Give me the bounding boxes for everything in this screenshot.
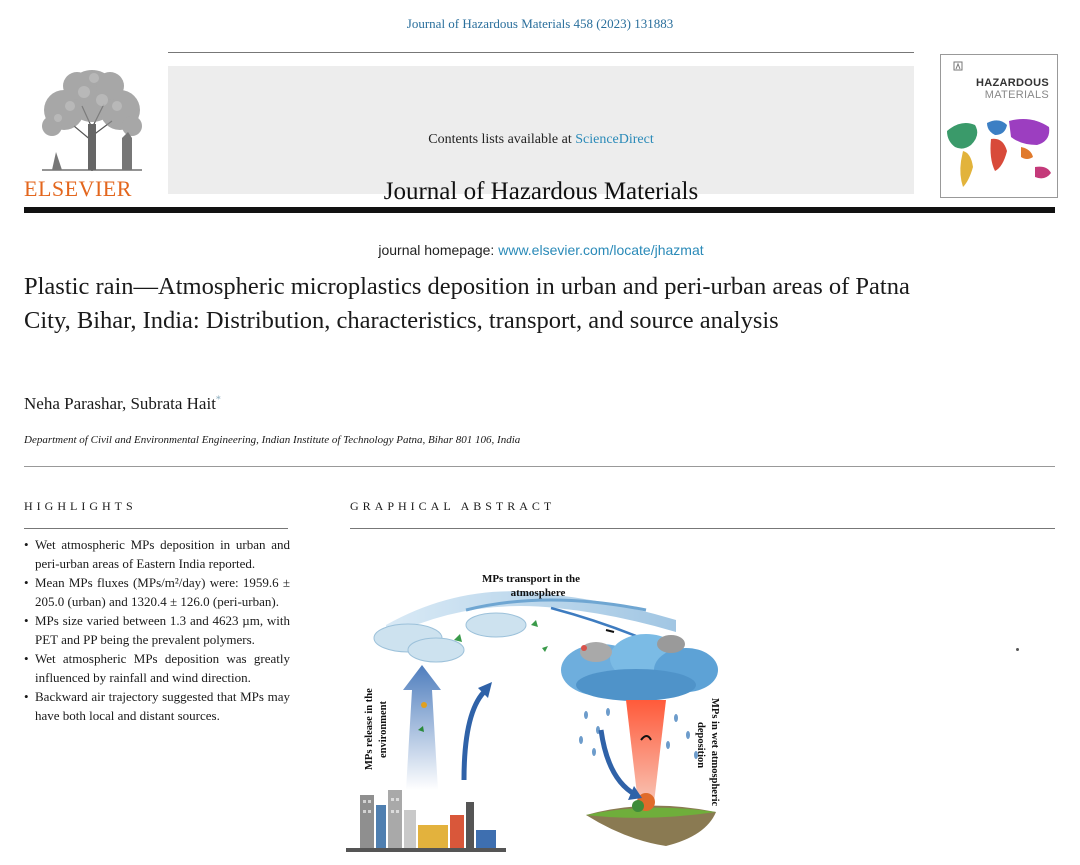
elsevier-mini-icon: [953, 61, 963, 71]
sciencedirect-link[interactable]: ScienceDirect: [575, 132, 654, 147]
author-name[interactable]: Neha Parashar: [24, 394, 122, 413]
section-rule: [24, 466, 1055, 467]
highlights-list: [24, 536, 290, 726]
affiliation: Department of Civil and Environmental Engineering, Indian Institute of Technology Patna, Bihar 801 106, India: [24, 434, 521, 446]
journal-banner: [168, 66, 914, 258]
highlight-item: • Wet atmospheric MPs deposition in urban and peri-urban areas of Eastern India reported.: [24, 536, 290, 573]
homepage-prefix: journal homepage:: [378, 242, 499, 258]
highlights-heading: HIGHLIGHTS: [24, 499, 137, 513]
journal-cover: [940, 54, 1058, 198]
journal-citation: Journal of Hazardous Materials 458 (2023) 131883: [406, 16, 674, 31]
world-map-icon: [941, 111, 1057, 195]
rain-cloud: [561, 634, 718, 701]
highlights-rule: [24, 528, 288, 529]
graphical-abstract-illustration: [346, 540, 746, 860]
elsevier-tree-icon: [22, 66, 162, 176]
graphical-abstract-figure: [346, 540, 746, 860]
cover-title-line2: MATERIALS: [984, 89, 1049, 101]
homepage-link[interactable]: www.elsevier.com/locate/jhazmat: [498, 242, 704, 258]
author-name[interactable]: Subrata Hait: [130, 394, 216, 413]
author-list: [24, 394, 221, 414]
city-buildings: [346, 790, 506, 852]
contents-line: [168, 132, 914, 148]
corresponding-author-mark[interactable]: *: [215, 394, 221, 406]
graphical-abstract-rule: [350, 528, 1055, 529]
header-rule: [168, 52, 914, 53]
transport-arrow-up: [464, 690, 486, 780]
homepage-line: [168, 242, 914, 258]
highlight-item: • Wet atmospheric MPs deposition was greatly influenced by rainfall and wind direction.: [24, 650, 290, 687]
deposition-label: MPs in wet atmospheric: [709, 698, 720, 807]
highlight-item: • Mean MPs fluxes (MPs/m²/day) were: 1959.6 ± 205.0 (urban) and 1320.4 ± 126.0 (peri-urban).: [24, 574, 290, 611]
contents-prefix: Contents lists available at: [428, 132, 576, 147]
deposition-label: deposition: [695, 722, 706, 769]
transport-label: MPs transport in the: [481, 573, 581, 585]
transport-label: atmosphere: [510, 587, 566, 599]
highlight-item: • MPs size varied between 1.3 and 4623 µm, with PET and PP being the prevalent polymers.: [24, 612, 290, 649]
masthead-thick-rule: [24, 207, 1055, 213]
stray-dot: [1016, 648, 1019, 651]
graphical-abstract-heading: GRAPHICAL ABSTRACT: [350, 499, 556, 513]
journal-title: Journal of Hazardous Materials: [383, 178, 699, 205]
release-label: environment: [378, 701, 389, 758]
article-title: Plastic rain—Atmospheric microplastics deposition in urban and peri-urban areas of Patna City, Bihar, India: Distribution, characteristics, transport, and source analysis: [24, 273, 910, 334]
elsevier-wordmark: ELSEVIER: [24, 176, 132, 201]
release-label: MPs release in the: [364, 688, 375, 770]
cover-title-line1: HAZARDOUS: [976, 77, 1049, 89]
author-separator: ,: [121, 394, 131, 413]
highlight-item: • Backward air trajectory suggested that MPs may have both local and distant sources.: [24, 688, 290, 725]
island: [586, 793, 716, 846]
